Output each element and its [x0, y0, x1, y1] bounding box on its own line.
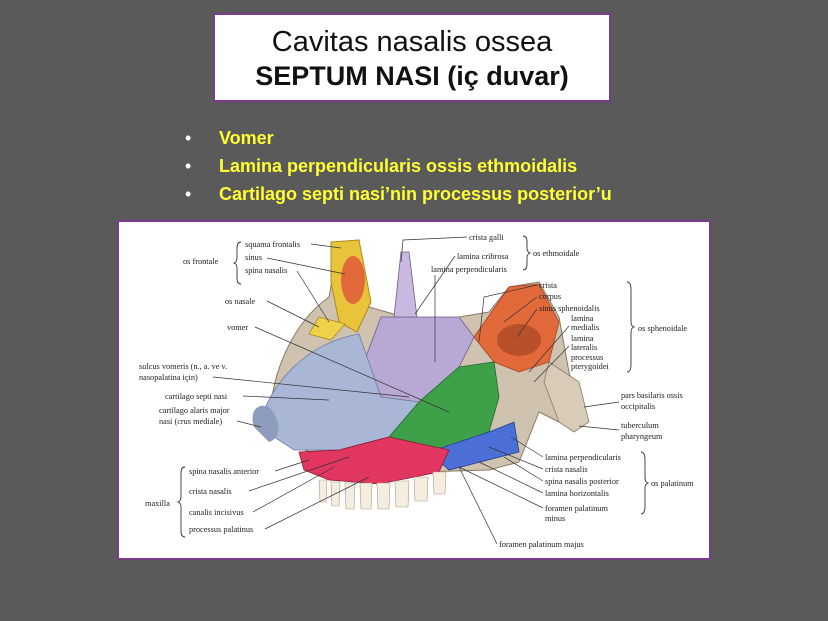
- bullet-text: Lamina perpendicularis ossis ethmoidalis: [219, 156, 578, 176]
- anatomy-figure: [117, 220, 711, 560]
- label-processus-palatinus: processus palatinus: [189, 525, 254, 534]
- label-lamina-cribrosa: lamina cribrosa: [457, 252, 509, 261]
- label-pterygoidei: pterygoidei: [571, 362, 609, 371]
- title-line-2: SEPTUM NASI (iç duvar): [255, 61, 569, 91]
- leader-lamina-horizontalis: [479, 462, 543, 493]
- label-tuberculum-2: pharyngeum: [621, 432, 663, 441]
- bullet-item: [185, 180, 612, 208]
- label-sulcus-vomeris-1: sulcus vomeris (n., a. ve v.: [139, 362, 228, 371]
- label-pars-basilaris-2: occipitalis: [621, 402, 656, 411]
- label-maxilla: maxilla: [145, 499, 170, 508]
- label-corpus: corpus: [539, 292, 562, 301]
- label-foramen-palatinum-minus-2: minus: [545, 514, 566, 523]
- label-crista-nasalis-pal: crista nasalis: [545, 465, 588, 474]
- label-sinus-sphenoidalis: sinus sphenoidalis: [539, 304, 600, 313]
- label-spina-nasalis: spina nasalis: [245, 266, 288, 275]
- leader-spina-posterior: [504, 457, 543, 481]
- label-sulcus-vomeris-2: nasopalatina için): [139, 373, 198, 382]
- label-sinus: sinus: [245, 253, 263, 262]
- bullet-dot: •: [185, 156, 192, 176]
- label-cartilago-alaris-1: cartilago alaris major: [159, 406, 230, 415]
- brace-os-ethmoidale: [523, 236, 530, 270]
- title-box: [213, 13, 611, 102]
- label-lamina2: lamina: [571, 334, 594, 343]
- label-pars-basilaris-1: pars basilaris ossis: [621, 391, 683, 400]
- frontal-sinus-shape: [341, 256, 365, 304]
- brace-os-palatinum: [641, 452, 648, 514]
- label-spina-nasalis-anterior: spina nasalis anterior: [189, 467, 260, 476]
- label-foramen-palatinum-minus-1: foramen palatinum: [545, 504, 608, 513]
- label-tuberculum-1: tuberculum: [621, 421, 659, 430]
- label-squama-frontalis: squama frontalis: [245, 240, 301, 249]
- brace-os-sphenoidale: [627, 282, 634, 372]
- label-crista-nasalis-max: crista nasalis: [189, 487, 232, 496]
- label-cartilago-septi-nasi: cartilago septi nasi: [165, 392, 228, 401]
- bullet-text: Vomer: [219, 128, 274, 148]
- bullet-item: [185, 124, 612, 152]
- bullet-text: Cartilago septi nasi’nin processus posterior’u: [219, 184, 612, 204]
- label-os-nasale: os nasale: [225, 297, 256, 306]
- label-os-ethmoidale: os ethmoidale: [533, 249, 580, 258]
- leader-tuberculum: [579, 426, 619, 430]
- label-lateralis: lateralis: [571, 343, 598, 352]
- label-lamina-perpendicularis-top: lamina perpendicularis: [431, 265, 507, 274]
- sphenoid-sinus-shape: [497, 324, 541, 356]
- label-vomer: vomer: [227, 323, 249, 332]
- label-crista-galli: crista galli: [469, 233, 504, 242]
- brace-maxilla: [178, 467, 185, 537]
- label-os-frontale: os frontale: [183, 257, 219, 266]
- leader-pars-basilaris: [584, 402, 619, 407]
- leader-foramen-majus: [459, 467, 497, 544]
- bullet-list: [185, 124, 612, 208]
- label-spina-nasalis-posterior: spina nasalis posterior: [545, 477, 619, 486]
- bullet-dot: •: [185, 184, 192, 204]
- label-lamina-horizontalis: lamina horizontalis: [545, 489, 609, 498]
- label-medialis: medialis: [571, 323, 600, 332]
- bullet-dot: •: [185, 128, 192, 148]
- septum-illustration: [119, 222, 711, 560]
- label-foramen-palatinum-majus: foramen palatinum majus: [499, 540, 584, 549]
- bullet-item: [185, 152, 612, 180]
- label-lamina: lamina: [571, 314, 594, 323]
- label-os-palatinum: os palatinum: [651, 479, 694, 488]
- label-cartilago-alaris-2: nasi (crus mediale): [159, 417, 223, 426]
- label-processus: processus: [571, 353, 604, 362]
- brace-os-frontale: [234, 242, 241, 284]
- label-lamina-perpendicularis-pal: lamina perpendicularis: [545, 453, 621, 462]
- crista-galli-shape: [394, 252, 417, 317]
- label-crista: crista: [539, 281, 557, 290]
- label-canalis-incisivus: canalis incisivus: [189, 508, 244, 517]
- label-os-sphenoidale: os sphenoidale: [638, 324, 688, 333]
- title-line-1: Cavitas nasalis ossea: [271, 26, 553, 58]
